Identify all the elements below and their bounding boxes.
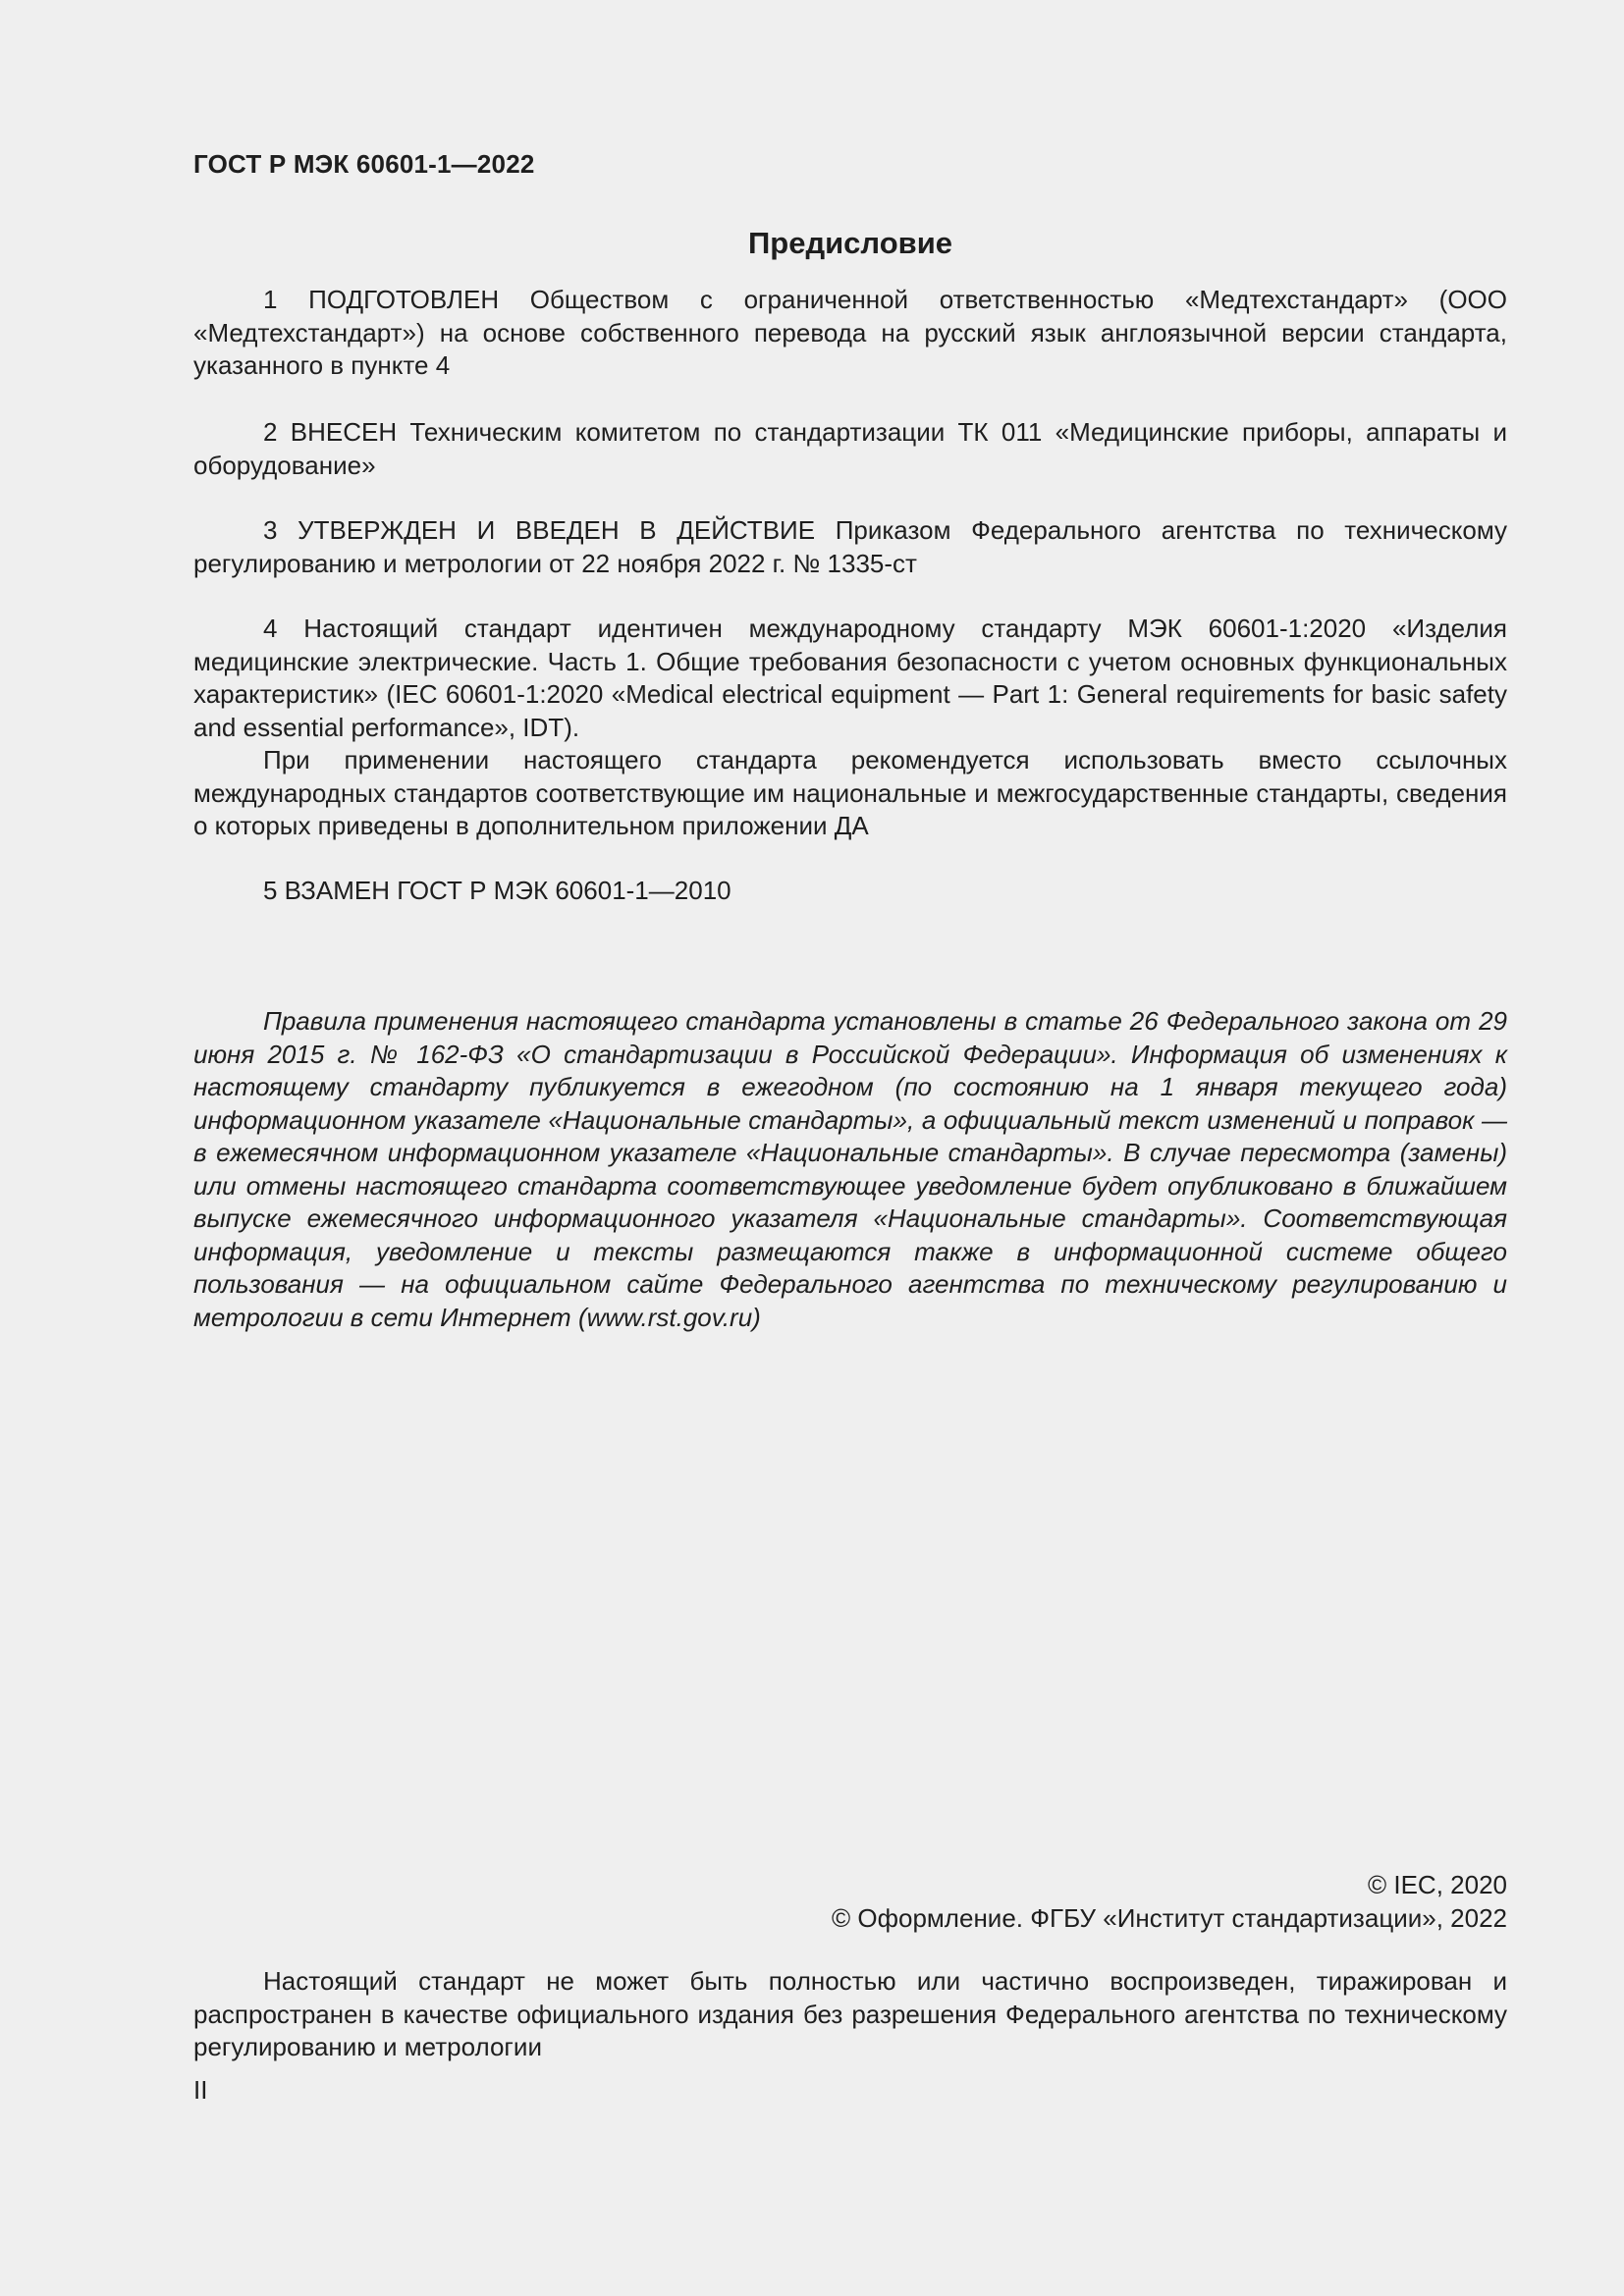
foreword-item-2 (193, 416, 1507, 482)
copyright-design: © Оформление. ФГБУ «Институт стандартизации», 2022 (832, 1903, 1507, 1933)
foreword-item-5-text: 5 ВЗАМЕН ГОСТ Р МЭК 60601-1—2010 (263, 876, 731, 905)
foreword-item-3-text: 3 УТВЕРЖДЕН И ВВЕДЕН В ДЕЙСТВИЕ Приказом Федерального агентства по техническому регулированию и метрологии от 22 ноября 2022 г. № 1335-ст (193, 515, 1507, 578)
foreword-item-1 (193, 284, 1507, 383)
foreword-item-2-text: 2 ВНЕСЕН Техническим комитетом по стандартизации ТК 011 «Медицинские приборы, аппараты и оборудование» (193, 417, 1507, 480)
reproduction-notice (193, 1965, 1507, 2064)
foreword-item-4 (193, 613, 1507, 843)
page-number: II (193, 2075, 208, 2105)
foreword-item-1-text: 1 ПОДГОТОВЛЕН Обществом с ограниченной ответственностью «Медтехстандарт» (ООО «Медтехстандарт») на основе собственного перевода на русский язык англоязычной версии стандарта, указанного в пункте 4 (193, 285, 1507, 380)
copyright-iec: © IEC, 2020 (1367, 1870, 1507, 1899)
foreword-item-4-text: 4 Настоящий стандарт идентичен международному стандарту МЭК 60601-1:2020 «Изделия медицинские электрические. Часть 1. Общие требования безопасности с учетом основных функциональных характеристик» (IEC 60601-1:2020 «Medical electrical equipment — Part 1: General requirements for basic safety and essential performance», IDT). (193, 614, 1507, 742)
foreword-item-5 (193, 875, 1507, 908)
rules-notice-text: Правила применения настоящего стандарта установлены в статье 26 Федерального закона от 29 июня 2015 г. № 162-ФЗ «О стандартизации в Российской Федерации». Информация об изменениях к настоящему стандарту публикуется в ежегодном (по состоянию на 1 января текущего года) информационном указателе «Национальные стандарты», а официальный текст изменений и поправок — в ежемесячном информационном указателе «Национальные стандарты». В случае пересмотра (замены) или отмены настоящего стандарта соответствующее уведомление будет опубликовано в ближайшем выпуске ежемесячного информационного указателя «Национальные стандарты». Соответствующая информация, уведомление и тексты размещаются также в информационной системе общего пользования — на официальном сайте Федерального агентства по техническому регулированию и метрологии в сети Интернет (www.rst.gov.ru) (193, 1006, 1507, 1332)
document-code: ГОСТ Р МЭК 60601-1—2022 (193, 149, 535, 179)
reproduction-notice-text: Настоящий стандарт не может быть полностью или частично воспроизведен, тиражирован и распространен в качестве официального издания без разрешения Федерального агентства по техническому регулированию и метрологии (193, 1966, 1507, 2061)
copyright-block (193, 1868, 1507, 1935)
foreword-item-4-note: При применении настоящего стандарта рекомендуется использовать вместо ссылочных международных стандартов соответствующие им национальные и межгосударственные стандарты, сведения о которых приведены в дополнительном приложении ДА (193, 745, 1507, 840)
page-title: Предисловие (747, 226, 952, 260)
foreword-item-3 (193, 514, 1507, 580)
rules-notice (193, 1005, 1507, 1334)
